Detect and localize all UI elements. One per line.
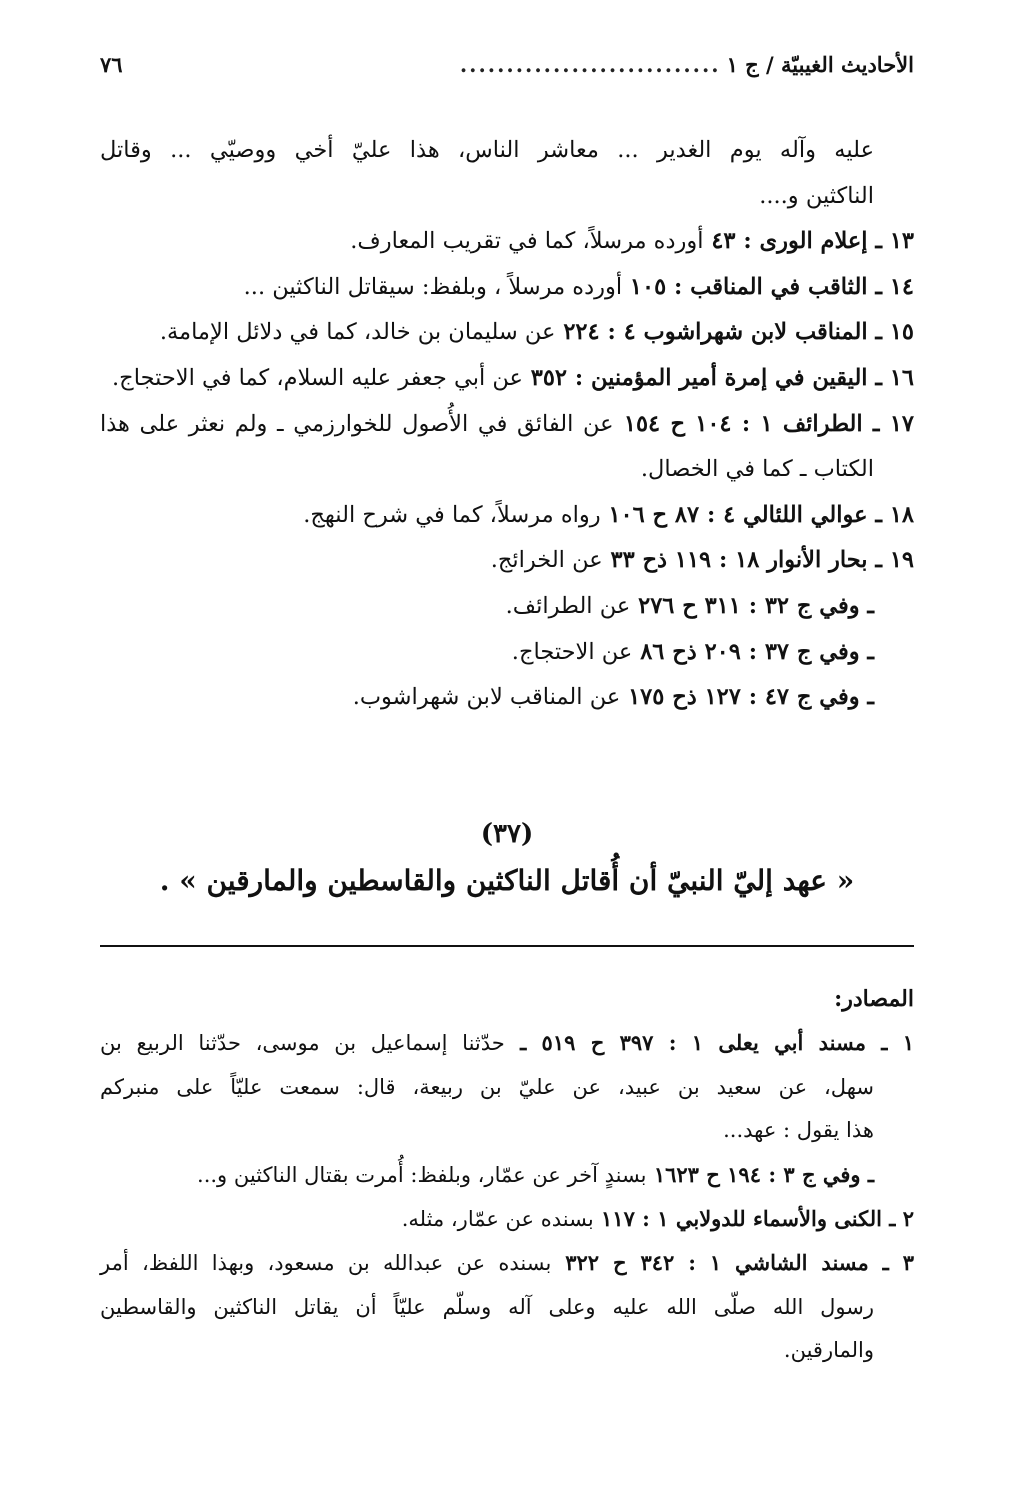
source-label: ٣ ـ مسند الشاشي ١ : [688, 1250, 914, 1276]
continuation-line: عليه وآله يوم الغدير ... معاشر الناس، هذا عليّ أخي ووصيّي ... وقاتل [100, 137, 874, 163]
source-item-1-cont: هذا يقول : عهد... [723, 1118, 874, 1143]
reference-text: عن الخرائج. [490, 547, 603, 574]
reference-item-13 [100, 219, 914, 265]
source-text: بسنده عن عبدالله بن مسعود، وبهذا اللفظ، أمر [100, 1251, 552, 1276]
reference-item-15 [100, 310, 914, 356]
reference-item-17-cont: الكتاب ـ كما في الخصال. [640, 456, 874, 483]
source-page: ٣٩٧ ح ٥١٩ ـ [504, 1030, 669, 1056]
sources-list [100, 978, 914, 1373]
reference-item-14 [100, 265, 914, 311]
source-label: ـ وفي ج ٣ : [768, 1161, 874, 1187]
source-page: ١٩٤ ح ١٦٢٣ [646, 1161, 769, 1187]
sub-reference [100, 675, 914, 721]
source-item-1 [100, 1021, 914, 1065]
source-label: ١ ـ مسند أبي يعلى ١ : [668, 1030, 914, 1056]
sources-heading: المصادر: [834, 986, 914, 1012]
source-text: حدّثنا إسماعيل بن موسى، حدّثنا الربيع بن [100, 1031, 505, 1056]
running-title: الأحاديث الغيبيّة / ج ١ [726, 51, 914, 77]
hadith-number: (٣٧) [480, 819, 534, 849]
hadith-text: « عهد إليّ النبيّ أن أُقاتل الناكثين والقاسطين والمارقين » . [159, 864, 855, 897]
reference-label: ١٣ ـ إعلام الورى : [743, 228, 914, 255]
page-number: ٧٦ [100, 51, 123, 77]
reference-item-17 [100, 402, 914, 448]
reference-text: أورده مرسلاً، كما في تقريب المعارف. [350, 228, 704, 255]
sub-reference [100, 584, 914, 630]
source-page: ٣٤٢ ح ٣٢٢ [551, 1250, 689, 1276]
reference-text: عن أبي جعفر عليه السلام، كما في الاحتجاج. [112, 364, 523, 391]
source-item-2 [100, 1197, 914, 1241]
reference-page: ١٠٤ ح ١٥٤ [613, 410, 742, 437]
source-item-3 [100, 1241, 914, 1285]
section-divider [100, 945, 914, 947]
main-text [100, 128, 914, 721]
reference-text: عن الاحتجاج. [511, 638, 633, 665]
leader-dots: ............................ [459, 51, 721, 77]
source-text: بسندٍ آخر عن عمّار، وبلفظ: أُمرت بقتال الناكثين و... [197, 1162, 647, 1187]
source-text: بسنده عن عمّار، مثله. [401, 1207, 594, 1232]
continuation-line: الناكثين و.... [759, 182, 874, 209]
reference-label: ـ وفي ج ٤٧ : [748, 684, 874, 711]
reference-item-18 [100, 493, 914, 539]
hadith-section [100, 812, 914, 906]
reference-label: ١٤ ـ الثاقب في المناقب : [674, 273, 914, 300]
reference-label: ١٩ ـ بحار الأنوار ١٨ : [718, 547, 914, 574]
reference-page: ١١٩ ذح ٣٣ [602, 547, 719, 574]
reference-label: ١٨ ـ عوالي اللئالي ٤ : [706, 501, 914, 528]
reference-item-19 [100, 538, 914, 584]
reference-text: عن سليمان بن خالد، كما في دلائل الإمامة. [159, 319, 556, 346]
reference-page: ١٢٧ ذح ١٧٥ [620, 684, 749, 711]
source-item-3-cont: رسول الله صلّى الله عليه وعلى آله وسلّم عليّاً أن يقاتل الناكثين والقاسطين [100, 1294, 874, 1319]
reference-page: ٣٥٢ [522, 364, 575, 391]
reference-label: ـ وفي ج ٣٢ : [748, 592, 874, 619]
reference-item-16 [100, 356, 914, 402]
source-item-3-cont: والمارقين. [783, 1338, 874, 1363]
reference-label: ١٥ ـ المناقب لابن شهراشوب ٤ : [607, 319, 914, 346]
sub-reference [100, 630, 914, 676]
reference-text: عن الطرائف. [505, 592, 631, 619]
reference-page: ٤٣ [703, 228, 744, 255]
source-page: ١١٧ [593, 1206, 643, 1232]
source-item-1-cont: سهل، عن سعيد بن عبيد، عن عليّ بن ربيعة، قال: سمعت عليّاً على منبركم [100, 1074, 874, 1099]
reference-text: عن المناقب لابن شهراشوب. [352, 684, 621, 711]
reference-page: ٢٢٤ [555, 319, 608, 346]
reference-label: ـ وفي ج ٣٧ : [748, 638, 874, 665]
reference-label: ١٧ ـ الطرائف ١ : [741, 410, 914, 437]
reference-page: ١٠٥ [622, 273, 675, 300]
reference-page: ٣١١ ح ٢٧٦ [630, 592, 749, 619]
source-sub-item [100, 1153, 914, 1197]
source-label: ٢ ـ الكنى والأسماء للدولابي ١ : [642, 1206, 914, 1232]
reference-text: أورده مرسلاً ، وبلفظ: سيقاتل الناكثين ... [243, 273, 623, 300]
running-header [100, 44, 914, 84]
reference-page: ٢٠٩ ذح ٨٦ [632, 638, 749, 665]
reference-text: رواه مرسلاً، كما في شرح النهج. [303, 501, 601, 528]
reference-label: ١٦ ـ اليقين في إمرة أمير المؤمنين : [574, 364, 914, 391]
reference-text: عن الفائق في الأُصول للخوارزمي ـ ولم نعثر على هذا [100, 410, 614, 437]
reference-page: ٨٧ ح ١٠٦ [600, 501, 707, 528]
